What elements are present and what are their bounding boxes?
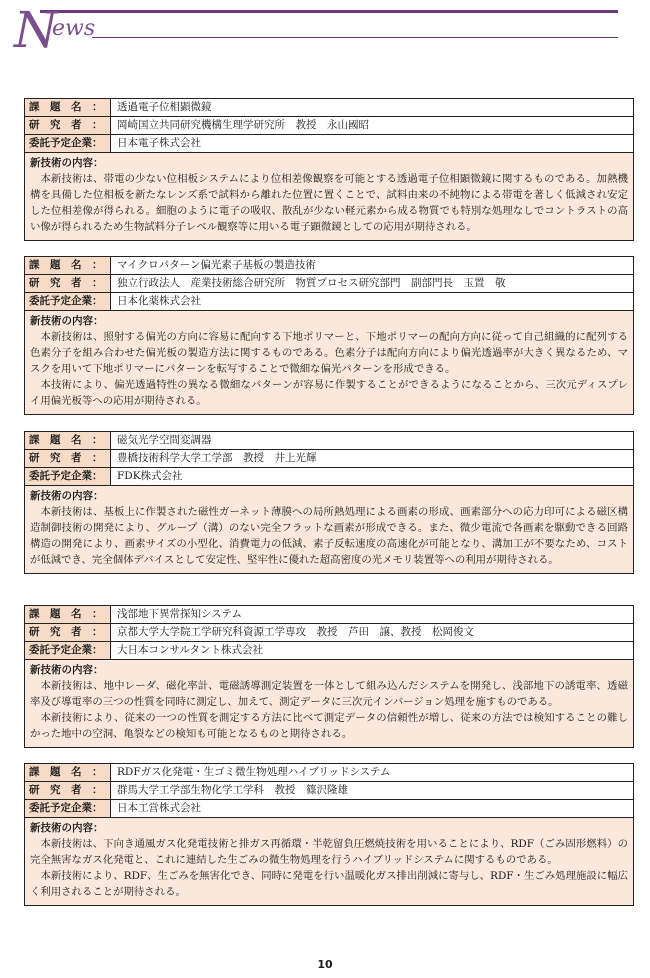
header-top-bar <box>40 10 618 13</box>
content-heading: 新技術の内容： <box>30 822 104 834</box>
content-box <box>24 153 634 241</box>
content-heading: 新技術の内容： <box>30 664 104 676</box>
title-label: 課 題 名 ： <box>24 432 111 449</box>
researcher-row <box>24 117 634 135</box>
title-label: 課 題 名 ： <box>24 257 111 274</box>
content-box <box>24 818 634 906</box>
entry-info-table <box>24 605 634 660</box>
company-label: 委託予定企業： <box>24 293 111 310</box>
researcher-value: 独立行政法人 産業技術総合研究所 物質プロセス研究部門 副部門長 玉置 敬 <box>111 275 634 292</box>
content-box <box>24 311 634 415</box>
company-value: 日本工営株式会社 <box>111 800 634 817</box>
researcher-value: 京都大学大学院工学研究科資源工学専攻 教授 芦田 譲、教授 松岡俊文 <box>111 624 634 641</box>
content-heading: 新技術の内容： <box>30 157 104 169</box>
company-value: 日本電子株式会社 <box>111 135 634 152</box>
entry-info-table <box>24 763 634 818</box>
content-heading: 新技術の内容： <box>30 490 104 502</box>
content-paragraph: 本新技術は、基板上に作製された磁性ガーネット薄膜への局所熱処理による画素の形成、画素部分への応力印可による磁区構造制御技術の開発により、グループ（溝）のない完全フラットな画素が形成できる。また、微少電流で各画素を駆動できる回路構造の開発により、画素サイズの小型化、消費電力の低減、素子反転速度の高速化が可能となり、溝加工が不要なため、コストが低減でき、完全個体デバイスとして安定性、堅牢性に優れた超高密度の光メモリ装置等への利用が期待される。 <box>30 506 628 566</box>
title-row <box>24 99 634 117</box>
company-row <box>24 293 634 311</box>
entry-info-table <box>24 98 634 153</box>
news-logo-initial: N <box>14 1 58 59</box>
title-value: 透過電子位相顕微鏡 <box>111 99 634 116</box>
researcher-label: 研 究 者 ： <box>24 624 111 641</box>
entry-info-table <box>24 256 634 311</box>
company-label: 委託予定企業： <box>24 642 111 659</box>
entry-info-table <box>24 431 634 486</box>
content-paragraph: 本新技術は、地中レーダ、磁化率計、電磁誘導測定装置を一体として組み込んだシステムを開発し、浅部地下の誘電率、透磁率及び導電率の三つの性質を同時に測定し、加えて、測定データに三次元インバージョン処理を施すものである。 <box>30 680 628 708</box>
news-header <box>0 0 650 60</box>
company-row <box>24 642 634 660</box>
researcher-value: 豊橋技術科学大学工学部 教授 井上光輝 <box>111 450 634 467</box>
researcher-value: 岡崎国立共同研究機構生理学研究所 教授 永山國昭 <box>111 117 634 134</box>
company-label: 委託予定企業： <box>24 135 111 152</box>
researcher-row <box>24 450 634 468</box>
title-value: 浅部地下異常探知システム <box>111 606 634 623</box>
content-paragraph: 本新技術により、従来の一つの性質を測定する方法に比べて測定データの信頼性が増し、従来の方法では検知することの難しかった地中の空洞、亀裂などの検知も可能となるものと期待される。 <box>30 712 628 740</box>
company-label: 委託予定企業： <box>24 468 111 485</box>
content-box <box>24 660 634 748</box>
content-paragraph: 本新技術は、下向き通風ガス化発電技術と排ガス再循環・半乾留負圧燃焼技術を用いることにより、RDF（ごみ固形燃料）の完全無害なガス化発電と、これに連結した生ごみの微生物処理を行うハイブリッドシステムに関するものである。 <box>30 838 628 866</box>
researcher-label: 研 究 者 ： <box>24 782 111 799</box>
content-paragraph: 本新技術は、帯電の少ない位相板システムにより位相差像観察を可能とする透過電子位相顕微鏡に関するものである。加熱機構を具備した位相板を新たなレンズ系で試料から離れた位置に置くことで、試料由来の不純物による帯電を著しく低減され安定した位相差像が得られる。細胞のように電子の吸収、散乱が少ない軽元素から成る物質でも特別な処理なしでコントラストの高い像が得られるため生物試料分子レベル観察等に用いる電子顕微鏡としての応用が期待される。 <box>30 173 628 233</box>
company-row <box>24 800 634 818</box>
researcher-label: 研 究 者 ： <box>24 450 111 467</box>
content-heading: 新技術の内容： <box>30 315 104 327</box>
title-label: 課 題 名 ： <box>24 606 111 623</box>
title-row <box>24 432 634 450</box>
researcher-label: 研 究 者 ： <box>24 117 111 134</box>
content-paragraph: 本新技術により、RDF、生ごみを無害化でき、同時に発電を行い温暖化ガス排出削減に寄与し、RDF・生ごみ処理施設に幅広く利用されることが期待される。 <box>30 870 628 898</box>
news-entry <box>24 763 634 906</box>
news-entry <box>24 431 634 574</box>
researcher-value: 群馬大学工学部生物化学工学科 教授 篠沢隆雄 <box>111 782 634 799</box>
title-row <box>24 257 634 275</box>
news-entry <box>24 256 634 415</box>
news-entry <box>24 98 634 241</box>
researcher-row <box>24 624 634 642</box>
news-entry <box>24 605 634 748</box>
researcher-row <box>24 782 634 800</box>
title-row <box>24 606 634 624</box>
content-paragraph: 本新技術は、照射する偏光の方向に容易に配向する下地ポリマーと、下地ポリマーの配向方向に従って自己組織的に配列する色素分子を組み合わせた偏光板の製造方法に関するものである。色素分子は配向方向により偏光透過率が大きく異なるため、マスクを用いて下地ポリマーにパターンを転写することで微細な偏光パターンを形成できる。 <box>30 331 628 375</box>
title-label: 課 題 名 ： <box>24 99 111 116</box>
title-label: 課 題 名 ： <box>24 764 111 781</box>
title-value: マイクロパターン偏光素子基板の製造技術 <box>111 257 634 274</box>
company-value: 大日本コンサルタント株式会社 <box>111 642 634 659</box>
content-box <box>24 486 634 574</box>
title-value: RDFガス化発電・生ゴミ微生物処理ハイブリッドシステム <box>111 764 634 781</box>
page-number: 10 <box>317 958 333 971</box>
content-paragraph: 本技術により、偏光透過特性の異なる微細なパターンが容易に作製することができるようになることから、三次元ディスプレイ用偏光板等への応用が期待される。 <box>30 379 628 407</box>
researcher-row <box>24 275 634 293</box>
company-row <box>24 135 634 153</box>
company-value: FDK株式会社 <box>111 468 634 485</box>
company-row <box>24 468 634 486</box>
title-row <box>24 764 634 782</box>
researcher-label: 研 究 者 ： <box>24 275 111 292</box>
header-rule <box>92 37 618 38</box>
title-value: 磁気光学空間変調器 <box>111 432 634 449</box>
news-logo-text: ews <box>52 16 96 41</box>
company-label: 委託予定企業： <box>24 800 111 817</box>
company-value: 日本化薬株式会社 <box>111 293 634 310</box>
